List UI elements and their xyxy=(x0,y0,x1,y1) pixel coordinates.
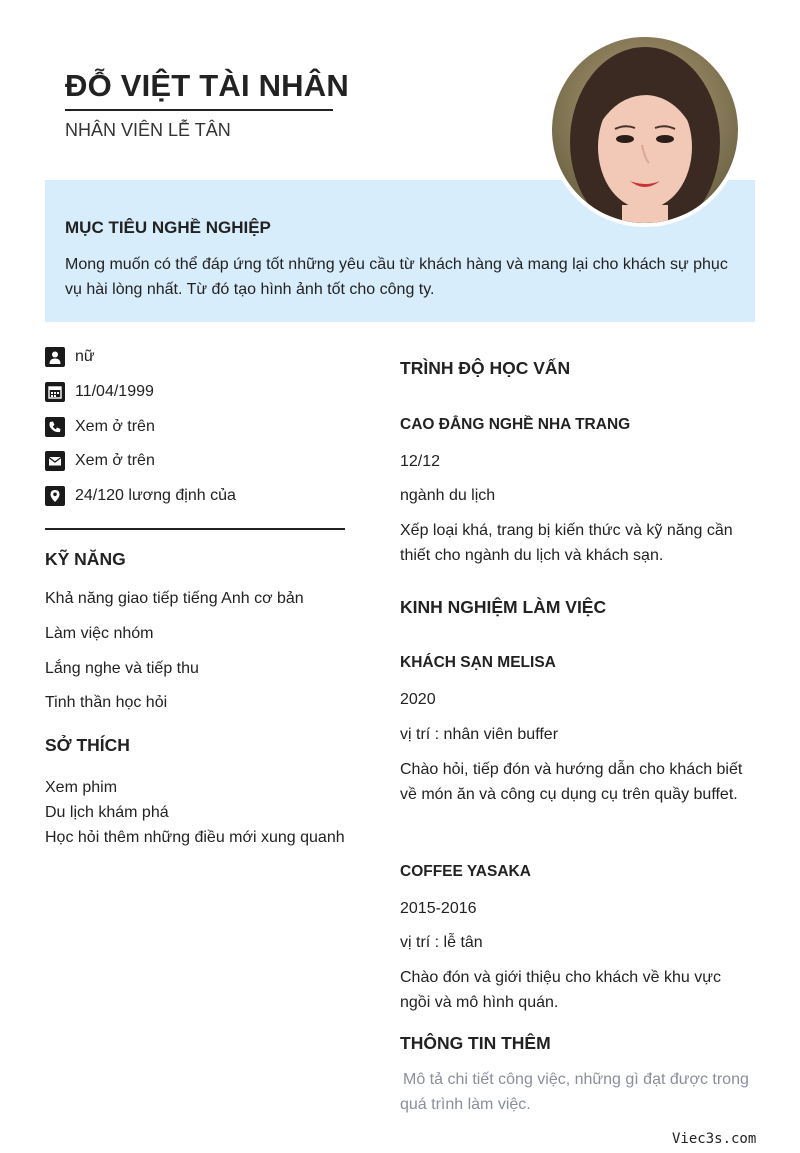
phone-icon xyxy=(45,417,65,437)
extra-info-placeholder: Mô tả chi tiết công việc, những gì đạt được trong quá trình làm việc. xyxy=(400,1071,749,1113)
job-position: vị trí : lễ tân xyxy=(400,934,483,951)
job-position: vị trí : nhân viên buffer xyxy=(400,726,559,743)
address-text: 24/120 lương định của xyxy=(75,487,236,504)
job-company: KHÁCH SẠN MELISA xyxy=(400,654,556,671)
candidate-name: ĐỖ VIỆT TÀI NHÂN xyxy=(65,68,349,103)
skill-item: Tinh thần học hỏi xyxy=(45,694,168,711)
school-name: CAO ĐẲNG NGHỀ NHA TRANG xyxy=(400,416,631,433)
extra-info-heading: THÔNG TIN THÊM xyxy=(400,1033,551,1053)
birthday-text: 11/04/1999 xyxy=(75,383,154,400)
hobby-item: Du lịch khám phá xyxy=(45,804,169,821)
profile-photo xyxy=(548,33,742,227)
job-company: COFFEE YASAKA xyxy=(400,863,531,880)
education-major: ngành du lịch xyxy=(400,487,496,504)
phone-row xyxy=(45,416,155,438)
skill-item: Khả năng giao tiếp tiếng Anh cơ bản xyxy=(45,590,304,607)
calendar-icon xyxy=(45,382,65,402)
phone-text: Xem ở trên xyxy=(75,418,155,435)
job-description: Chào hỏi, tiếp đón và hướng dẫn cho khách biết về món ăn và công cụ dụng cụ trên quầy buffet. xyxy=(400,761,743,803)
hobby-item: Xem phim xyxy=(45,779,118,796)
job-period: 2015-2016 xyxy=(400,900,477,917)
contact-divider xyxy=(45,528,345,530)
address-row xyxy=(45,485,236,507)
job-description: Chào đón và giới thiệu cho khách về khu vực ngồi và mô hình quán. xyxy=(400,969,721,1011)
job-period: 2020 xyxy=(400,691,436,708)
hobby-item: Học hỏi thêm những điều mới xung quanh xyxy=(45,829,345,846)
experience-heading: KINH NGHIỆM LÀM VIỆC xyxy=(400,597,607,617)
name-underline xyxy=(65,109,333,111)
email-row xyxy=(45,450,155,472)
birthday-row xyxy=(45,381,154,403)
education-period: 12/12 xyxy=(400,453,441,470)
mail-icon xyxy=(45,451,65,471)
gender-text: nữ xyxy=(75,348,95,365)
email-text: Xem ở trên xyxy=(75,452,155,469)
objective-text: Mong muốn có thể đáp ứng tốt những yêu cầu từ khách hàng và mang lại cho khách sự phục vụ hài lòng nhất. Từ đó tạo hình ảnh tốt cho công ty. xyxy=(65,256,728,298)
hobbies-list xyxy=(45,775,345,850)
skill-item: Lắng nghe và tiếp thu xyxy=(45,660,199,677)
objective-heading: MỤC TIÊU NGHỀ NGHIỆP xyxy=(65,218,271,237)
education-heading: TRÌNH ĐỘ HỌC VẤN xyxy=(400,358,571,378)
person-icon xyxy=(45,347,65,367)
job-title: NHÂN VIÊN LỄ TÂN xyxy=(65,120,231,140)
education-description: Xếp loại khá, trang bị kiến thức và kỹ năng cần thiết cho ngành du lịch và khách sạn. xyxy=(400,522,733,564)
skill-item: Làm việc nhóm xyxy=(45,625,154,642)
gender-row xyxy=(45,346,95,368)
watermark: Viec3s.com xyxy=(672,1131,757,1147)
location-pin-icon xyxy=(45,486,65,506)
hobbies-heading: SỞ THÍCH xyxy=(45,735,130,755)
skills-heading: KỸ NĂNG xyxy=(45,549,126,569)
